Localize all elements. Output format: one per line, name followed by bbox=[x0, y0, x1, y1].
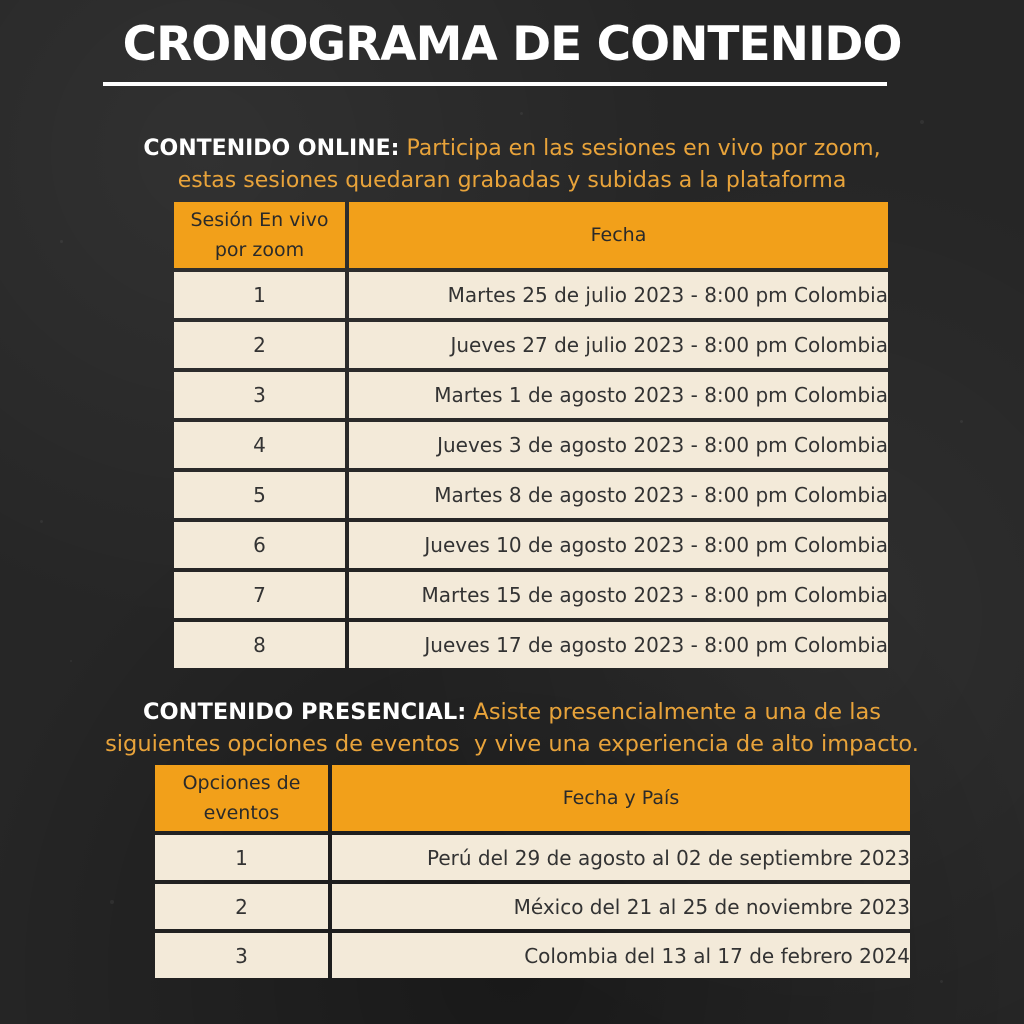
presencial-intro bbox=[0, 696, 1024, 760]
presencial-text-line1: Asiste presencialmente a una de las bbox=[473, 699, 881, 725]
session-date: Jueves 10 de agosto 2023 - 8:00 pm Colombia bbox=[349, 522, 888, 568]
session-number: 3 bbox=[174, 372, 345, 418]
event-number: 2 bbox=[155, 884, 328, 929]
session-number: 1 bbox=[174, 272, 345, 318]
online-schedule-table bbox=[170, 198, 892, 672]
online-text-line1: Participa en las sesiones en vivo por zoom, bbox=[406, 136, 881, 161]
session-date: Martes 15 de agosto 2023 - 8:00 pm Colombia bbox=[349, 572, 888, 618]
title-underline bbox=[103, 82, 887, 86]
table-row bbox=[155, 884, 910, 929]
event-date: Colombia del 13 al 17 de febrero 2024 bbox=[332, 933, 910, 978]
table-row bbox=[155, 835, 910, 880]
session-date: Martes 25 de julio 2023 - 8:00 pm Colombia bbox=[349, 272, 888, 318]
table-row bbox=[174, 472, 888, 518]
online-lead: CONTENIDO ONLINE: bbox=[143, 136, 400, 161]
session-number: 5 bbox=[174, 472, 345, 518]
table-row bbox=[174, 572, 888, 618]
event-number: 3 bbox=[155, 933, 328, 978]
online-intro bbox=[0, 133, 1024, 197]
presencial-lead: CONTENIDO PRESENCIAL: bbox=[143, 699, 467, 725]
table-row bbox=[174, 622, 888, 668]
session-number: 2 bbox=[174, 322, 345, 368]
table-row bbox=[174, 322, 888, 368]
session-date: Jueves 27 de julio 2023 - 8:00 pm Colombia bbox=[349, 322, 888, 368]
table-row bbox=[174, 422, 888, 468]
table-row bbox=[155, 933, 910, 978]
event-date: Perú del 29 de agosto al 02 de septiembre 2023 bbox=[332, 835, 910, 880]
table-header-row bbox=[155, 765, 910, 831]
session-number: 4 bbox=[174, 422, 345, 468]
session-date: Jueves 17 de agosto 2023 - 8:00 pm Colombia bbox=[349, 622, 888, 668]
header-session: Sesión En vivo por zoom bbox=[174, 202, 345, 268]
page-title: CRONOGRAMA DE CONTENIDO bbox=[122, 17, 902, 72]
header-fecha: Fecha bbox=[349, 202, 888, 268]
event-date: México del 21 al 25 de noviembre 2023 bbox=[332, 884, 910, 929]
presencial-events-table bbox=[151, 761, 914, 982]
presencial-text-line2: siguientes opciones de eventos y vive una experiencia de alto impacto. bbox=[105, 731, 919, 757]
header-fecha-pais: Fecha y País bbox=[332, 765, 910, 831]
session-date: Jueves 3 de agosto 2023 - 8:00 pm Colombia bbox=[349, 422, 888, 468]
session-number: 6 bbox=[174, 522, 345, 568]
session-number: 8 bbox=[174, 622, 345, 668]
event-number: 1 bbox=[155, 835, 328, 880]
table-row bbox=[174, 372, 888, 418]
table-row bbox=[174, 522, 888, 568]
table-header-row bbox=[174, 202, 888, 268]
online-text-line2: estas sesiones quedaran grabadas y subidas a la plataforma bbox=[177, 168, 847, 193]
session-date: Martes 1 de agosto 2023 - 8:00 pm Colombia bbox=[349, 372, 888, 418]
session-number: 7 bbox=[174, 572, 345, 618]
header-opciones: Opciones de eventos bbox=[155, 765, 328, 831]
table-row bbox=[174, 272, 888, 318]
session-date: Martes 8 de agosto 2023 - 8:00 pm Colombia bbox=[349, 472, 888, 518]
